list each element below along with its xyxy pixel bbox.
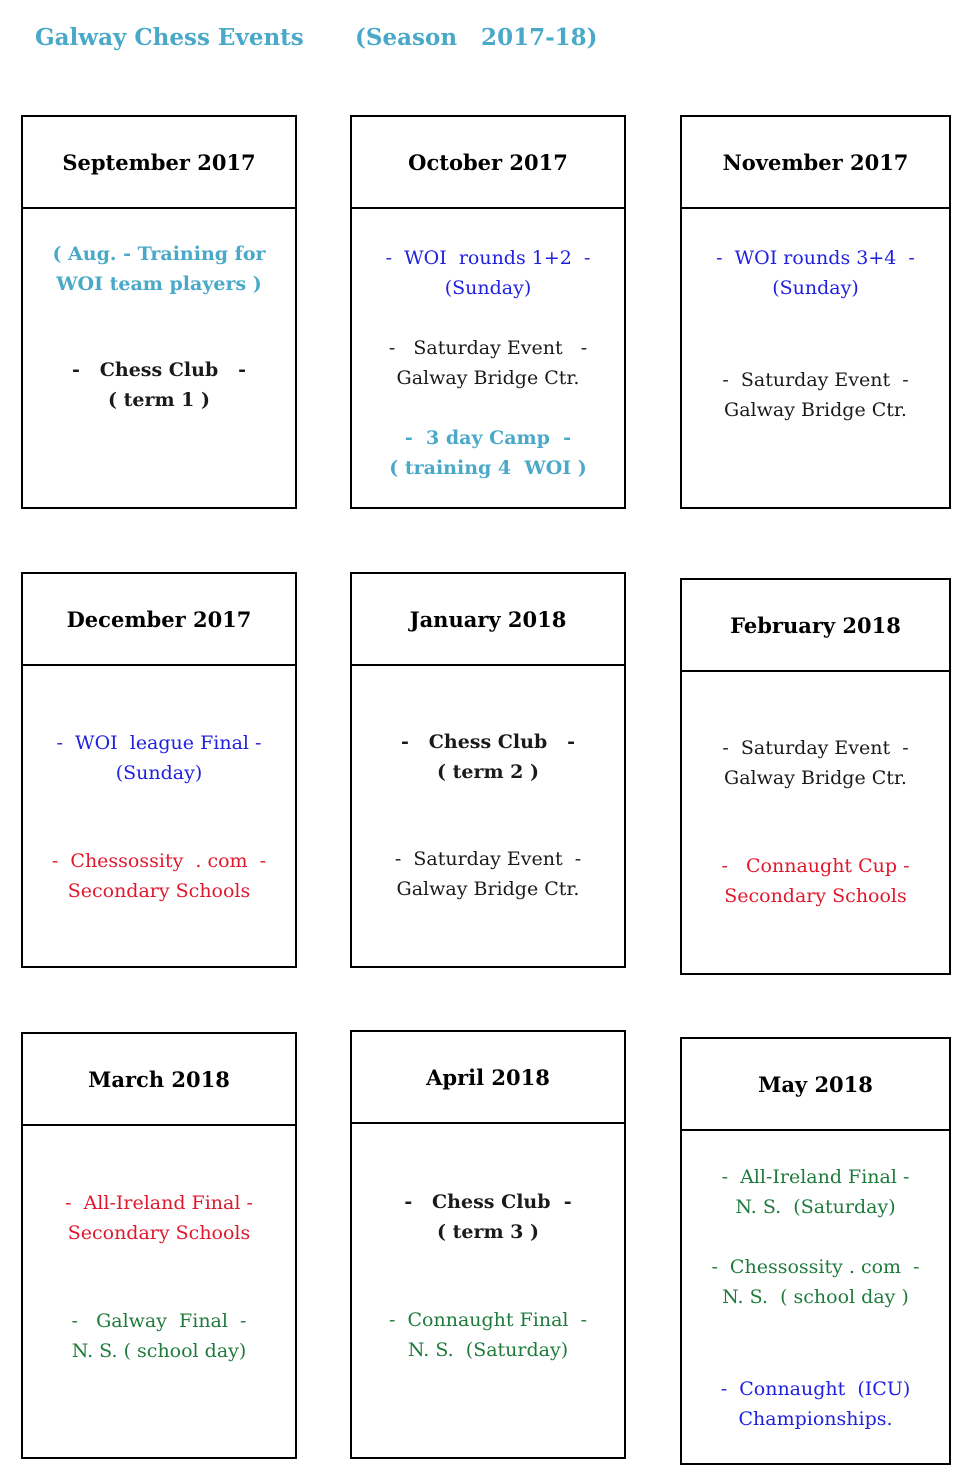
event-line: N. S. ( school day): [71, 1340, 247, 1362]
month-card-january-2018: [350, 572, 626, 968]
event-line: - WOI rounds 1+2 -: [385, 247, 591, 269]
event-line: - Connaught Cup -: [721, 855, 910, 877]
month-events: [352, 1124, 624, 1365]
month-title: October 2017: [352, 117, 624, 209]
event-line: N. S. (Saturday): [407, 1339, 569, 1361]
month-title: November 2017: [682, 117, 949, 209]
month-title: December 2017: [23, 574, 295, 666]
event-line: - Chessossity . com -: [51, 850, 267, 872]
month-card-april-2018: [350, 1030, 626, 1459]
month-card-december-2017: [21, 572, 297, 968]
event-entry: [352, 1305, 624, 1365]
event-line: N. S. (Saturday): [735, 1196, 896, 1218]
month-title: May 2018: [682, 1039, 949, 1131]
event-entry: [682, 733, 949, 793]
event-line: Secondary Schools: [724, 885, 907, 907]
month-card-september-2017: [21, 115, 297, 509]
month-events: [352, 209, 624, 483]
event-line: - Galway Final -: [71, 1310, 247, 1332]
month-events: [682, 209, 949, 425]
month-title: February 2018: [682, 580, 949, 672]
event-line: ( term 1 ): [107, 389, 211, 411]
event-entry: [352, 333, 624, 393]
event-line: N. S. ( school day ): [722, 1286, 909, 1308]
event-entry: [352, 727, 624, 787]
event-line: (Sunday): [772, 277, 859, 299]
event-entry: [682, 1374, 949, 1434]
event-entry: [682, 1162, 949, 1222]
month-events: [682, 672, 949, 911]
month-card-march-2018: [21, 1032, 297, 1459]
event-entry: [682, 243, 949, 303]
event-line: - WOI league Final -: [56, 732, 262, 754]
event-line: - All-Ireland Final -: [65, 1192, 253, 1214]
event-entry: [682, 851, 949, 911]
event-line: ( training 4 WOI ): [389, 457, 587, 479]
event-entry: [352, 844, 624, 904]
event-entry: [23, 846, 295, 906]
event-entry: [682, 1252, 949, 1312]
event-line: Galway Bridge Ctr.: [724, 399, 907, 421]
event-line: - All-Ireland Final -: [721, 1166, 910, 1188]
month-events: [23, 209, 295, 415]
event-line: - Chess Club -: [401, 731, 575, 753]
page-title: Galway Chess Events: [35, 24, 304, 51]
event-line: Galway Bridge Ctr.: [724, 767, 907, 789]
event-entry: [352, 423, 624, 483]
month-events: [352, 666, 624, 904]
event-entry: [23, 1188, 295, 1248]
month-title: September 2017: [23, 117, 295, 209]
event-line: Championships.: [738, 1408, 893, 1430]
event-line: WOI team players ): [56, 273, 262, 295]
month-card-november-2017: [680, 115, 951, 509]
event-line: - Saturday Event -: [722, 737, 909, 759]
event-line: - Chessossity . com -: [711, 1256, 920, 1278]
event-entry: [352, 243, 624, 303]
event-line: - Saturday Event -: [388, 337, 588, 359]
month-title: April 2018: [352, 1032, 624, 1124]
event-line: - Chess Club -: [72, 359, 246, 381]
month-card-october-2017: [350, 115, 626, 509]
event-line: Secondary Schools: [67, 880, 251, 902]
month-card-may-2018: [680, 1037, 951, 1465]
event-line: Galway Bridge Ctr.: [396, 367, 580, 389]
event-line: (Sunday): [444, 277, 532, 299]
event-line: - Connaught (ICU): [720, 1378, 911, 1400]
month-title: March 2018: [23, 1034, 295, 1126]
month-events: [23, 666, 295, 906]
event-line: ( term 3 ): [436, 1221, 540, 1243]
event-entry: [23, 1306, 295, 1366]
month-events: [682, 1131, 949, 1434]
event-line: Secondary Schools: [67, 1222, 251, 1244]
month-title: January 2018: [352, 574, 624, 666]
month-card-february-2018: [680, 578, 951, 975]
page-season: (Season 2017-18): [355, 24, 598, 51]
event-line: - 3 day Camp -: [404, 427, 572, 449]
event-line: - WOI rounds 3+4 -: [716, 247, 915, 269]
event-line: - Connaught Final -: [389, 1309, 587, 1331]
event-line: (Sunday): [115, 762, 203, 784]
event-line: Galway Bridge Ctr.: [396, 878, 580, 900]
event-line: - Chess Club -: [404, 1191, 572, 1213]
event-line: - Saturday Event -: [722, 369, 909, 391]
month-events: [23, 1126, 295, 1366]
event-line: ( Aug. - Training for: [52, 243, 266, 265]
event-entry: [352, 1187, 624, 1247]
event-line: ( term 2 ): [436, 761, 540, 783]
event-entry: [23, 355, 295, 415]
event-line: - Saturday Event -: [394, 848, 582, 870]
page-header: [0, 24, 959, 64]
event-entry: [682, 365, 949, 425]
event-entry: [23, 239, 295, 299]
event-entry: [23, 728, 295, 788]
